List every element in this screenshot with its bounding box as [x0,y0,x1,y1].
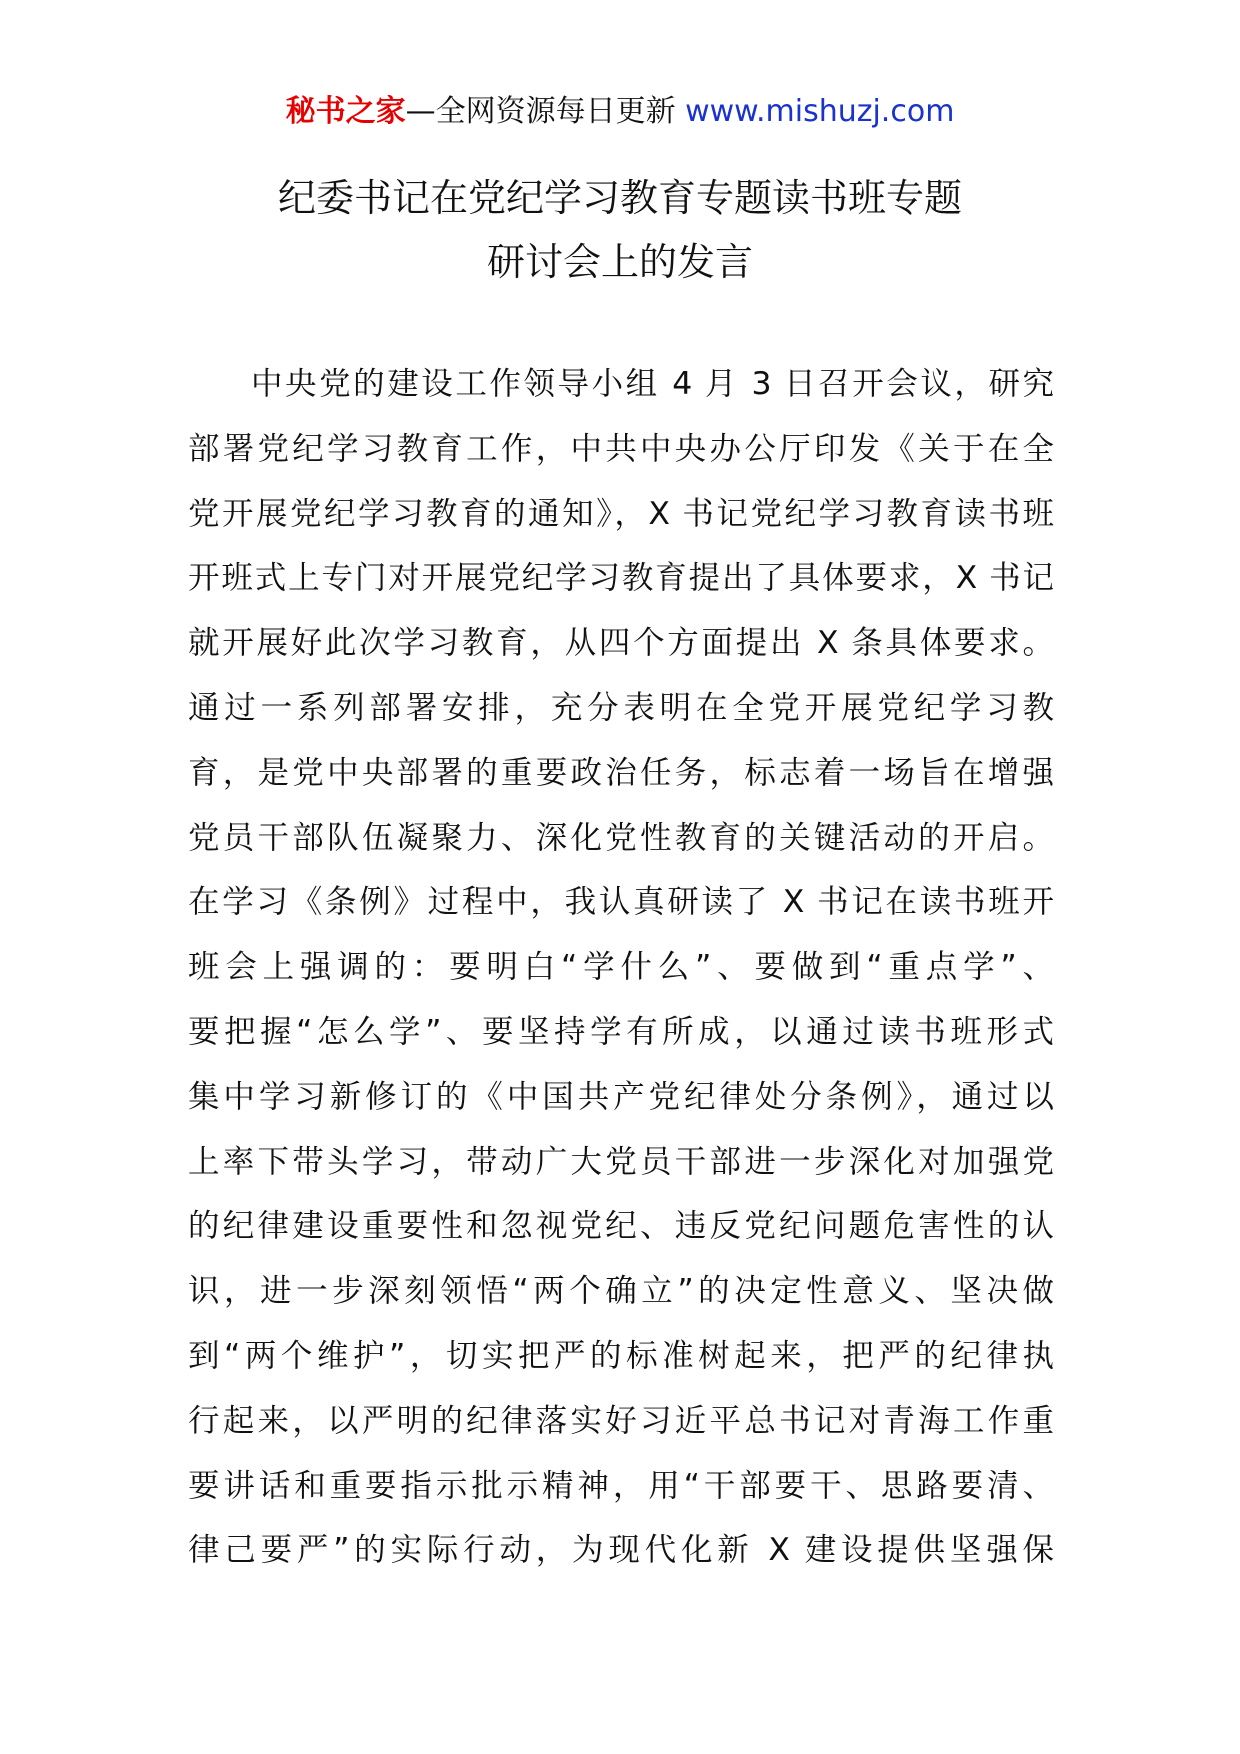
body-line: 上率下带头学习，带动广大党员干部进一步深化对加强党 [188,1143,1054,1180]
document-title [0,166,1240,294]
body-line: 中央党的建设工作领导小组 4 月 3 日召开会议，研究 [251,366,1054,402]
document-body [188,352,1054,1583]
site-url-link[interactable]: www.mishuzj.com [675,94,955,129]
body-line: 通过一系列部署安排，充分表明在全党开展党纪学习教 [188,689,1054,726]
body-line: 集中学习新修订的《中国共产党纪律处分条例》，通过以 [188,1078,1054,1115]
body-line: 班会上强调的：要明白“学什么”、要做到“重点学”、 [188,949,1054,986]
body-line: 识，进一步深刻领悟“两个确立”的决定性意义、坚决做 [188,1273,1054,1310]
body-line: 要讲话和重要指示批示精神，用“干部要干、思路要清、 [188,1467,1054,1504]
body-line: 到“两个维护”，切实把严的标准树起来，把严的纪律执 [188,1337,1054,1374]
body-line: 开班式上专门对开展党纪学习教育提出了具体要求，X 书记 [188,560,1054,597]
body-line: 行起来，以严明的纪律落实好习近平总书记对青海工作重 [188,1402,1054,1439]
body-line: 党开展党纪学习教育的通知》，X 书记党纪学习教育读书班 [188,495,1054,532]
body-line: 要把握“怎么学”、要坚持学有所成，以通过读书班形式 [188,1013,1054,1050]
title-line-2: 研讨会上的发言 [486,240,753,284]
body-line: 在学习《条例》过程中，我认真研读了 X 书记在读书班开 [188,884,1054,921]
title-line-1: 纪委书记在党纪学习教育专题读书班专题 [277,176,962,220]
brand-name: 秘书之家 [285,94,406,129]
site-header [0,92,1240,132]
body-line: 育，是党中央部署的重要政治任务，标志着一场旨在增强 [188,754,1054,791]
body-line: 党员干部队伍凝聚力、深化党性教育的关键活动的开启。 [188,819,1054,856]
body-line: 律己要严”的实际行动，为现代化新 X 建设提供坚强保 [188,1532,1054,1569]
body-line: 就开展好此次学习教育，从四个方面提出 X 条具体要求。 [188,625,1054,662]
body-line: 部署党纪学习教育工作，中共中央办公厅印发《关于在全 [188,430,1054,467]
header-tagline: —全网资源每日更新 [405,94,676,129]
body-line: 的纪律建设重要性和忽视党纪、违反党纪问题危害性的认 [188,1208,1054,1245]
